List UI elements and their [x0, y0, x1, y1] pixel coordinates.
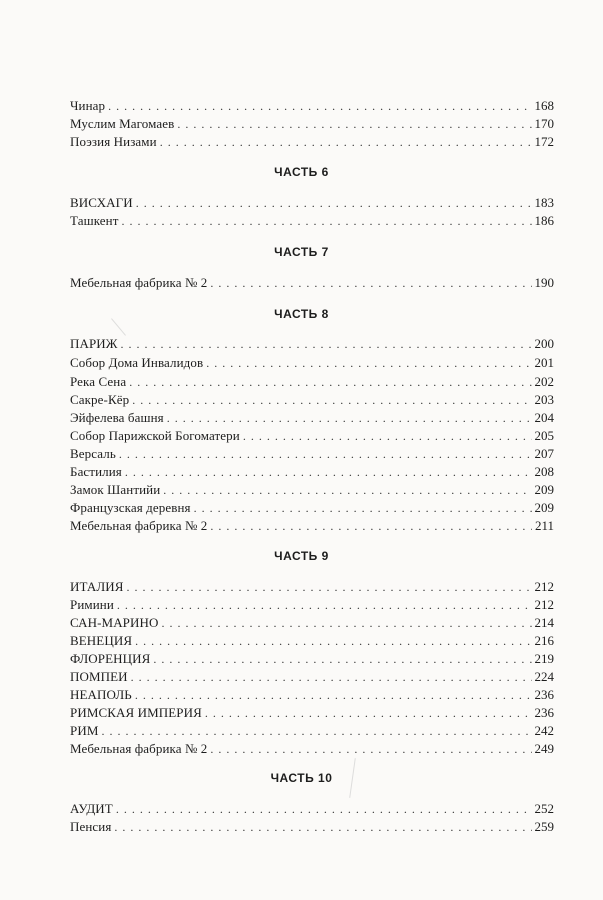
part-heading: ЧАСТЬ 7 [274, 245, 329, 259]
toc-entry-title: Река Сена [70, 374, 127, 389]
toc-entry-title: ИТАЛИЯ [70, 579, 124, 594]
toc-entry-title: САН-МАРИНО [70, 615, 159, 630]
toc-entry-page: 172 [534, 134, 554, 149]
toc-entry [70, 409, 554, 427]
toc-entry-page: 205 [534, 428, 554, 443]
toc-leader-dots [131, 668, 532, 686]
toc-entry-title: Эйфелева башня [70, 410, 164, 425]
toc-entry-page: 183 [534, 195, 554, 210]
toc-entry-title: Собор Парижской Богоматери [70, 428, 240, 443]
toc-entry-page: 168 [534, 98, 554, 113]
toc-entry-title: Чинар [70, 98, 106, 113]
toc-entry-page: 208 [534, 464, 554, 479]
toc-entry-page: 219 [534, 651, 554, 666]
part-heading: ЧАСТЬ 6 [274, 165, 329, 179]
toc-leader-dots [122, 212, 532, 230]
toc-entry-title: Муслим Магомаев [70, 116, 175, 131]
toc-entry-page: 236 [534, 687, 554, 702]
toc-entry-page: 209 [534, 482, 554, 497]
toc-entry [70, 740, 554, 758]
toc-leader-dots [119, 445, 532, 463]
toc-leader-dots [210, 517, 532, 535]
toc-entry [70, 463, 554, 481]
toc-entry [70, 650, 554, 668]
toc-leader-dots [206, 354, 531, 372]
toc-leader-dots [160, 133, 532, 151]
toc-entry-page: 212 [534, 579, 554, 594]
toc-entry [70, 427, 554, 445]
toc-entry-title: Мебельная фабрика № 2 [70, 518, 208, 533]
toc-leader-dots [194, 499, 532, 517]
toc-entry-title: Ташкент [70, 213, 119, 228]
toc-leader-dots [163, 481, 531, 499]
toc-entry-title: Сакре-Кёр [70, 392, 130, 407]
toc-entry-title: ВИСХАГИ [70, 195, 133, 210]
toc-leader-dots [177, 115, 531, 133]
part-heading: ЧАСТЬ 8 [274, 307, 329, 321]
toc-entry-page: 201 [534, 355, 554, 370]
toc-leader-dots [101, 722, 531, 740]
toc-entry [70, 194, 554, 212]
toc-leader-dots [161, 614, 531, 632]
toc-entry-title: РИМСКАЯ ИМПЕРИЯ [70, 705, 202, 720]
toc-entry-title: Французская деревня [70, 500, 191, 515]
toc-leader-dots [167, 409, 532, 427]
toc-entry-page: 211 [534, 518, 554, 533]
toc-leader-dots [135, 686, 532, 704]
toc-entry-title: ВЕНЕЦИЯ [70, 633, 133, 648]
toc-leader-dots [135, 632, 531, 650]
toc-entry [70, 517, 554, 535]
toc-entry-title: РИМ [70, 723, 99, 738]
toc-leader-dots [116, 800, 532, 818]
toc-entry-page: 242 [534, 723, 554, 738]
toc-entry [70, 800, 554, 818]
toc-leader-dots [210, 274, 531, 292]
toc-entry-title: НЕАПОЛЬ [70, 687, 132, 702]
toc-entry-page: 249 [534, 741, 554, 756]
toc-entry [70, 335, 554, 353]
toc-entry [70, 445, 554, 463]
toc-entry [70, 499, 554, 517]
toc-entry-page: 204 [534, 410, 554, 425]
toc-entry-page: 252 [534, 801, 554, 816]
toc-leader-dots [114, 818, 531, 836]
part-heading: ЧАСТЬ 10 [270, 771, 333, 785]
toc-entry-title: ПАРИЖ [70, 336, 118, 351]
toc-entry [70, 481, 554, 499]
toc-leader-dots [243, 427, 532, 445]
toc-entry-page: 186 [534, 213, 554, 228]
toc-entry-title: Римини [70, 597, 114, 612]
toc-entry [70, 354, 554, 372]
toc-entry-page: 190 [534, 275, 554, 290]
toc-entry-page: 236 [534, 705, 554, 720]
toc-leader-dots [153, 650, 531, 668]
toc-entry [70, 133, 554, 151]
toc-entry-page: 170 [534, 116, 554, 131]
toc-entry [70, 686, 554, 704]
toc-entry-title: ФЛОРЕНЦИЯ [70, 651, 151, 666]
toc-entry-title: Поэзия Низами [70, 134, 157, 149]
toc-entry-title: Мебельная фабрика № 2 [70, 741, 208, 756]
toc-entry [70, 274, 554, 292]
toc-entry-title: ПОМПЕИ [70, 669, 128, 684]
toc-entry [70, 391, 554, 409]
toc-entry-page: 202 [534, 374, 554, 389]
toc-entry [70, 596, 554, 614]
toc-entry-title: Версаль [70, 446, 116, 461]
toc-leader-dots [125, 463, 532, 481]
toc-leader-dots [108, 97, 531, 115]
toc-entry-page: 200 [534, 336, 554, 351]
toc-entry [70, 115, 554, 133]
toc-entry [70, 818, 554, 836]
toc-entry [70, 373, 554, 391]
toc-entry [70, 212, 554, 230]
toc-entry-page: 259 [534, 819, 554, 834]
toc-entry-title: Мебельная фабрика № 2 [70, 275, 208, 290]
toc-entry [70, 722, 554, 740]
toc-entry-title: Замок Шантийи [70, 482, 161, 497]
toc-leader-dots [205, 704, 532, 722]
toc-entry-page: 207 [534, 446, 554, 461]
toc-entry-page: 216 [534, 633, 554, 648]
toc-leader-dots [127, 578, 532, 596]
toc-entry-title: Пенсия [70, 819, 112, 834]
toc-entry-page: 224 [534, 669, 554, 684]
toc-entry [70, 704, 554, 722]
toc-entry [70, 668, 554, 686]
toc-leader-dots [132, 391, 531, 409]
toc-entry-page: 214 [534, 615, 554, 630]
toc-leader-dots [210, 740, 531, 758]
toc-entry [70, 632, 554, 650]
toc-entry-page: 209 [534, 500, 554, 515]
toc-entry [70, 614, 554, 632]
toc-entry [70, 97, 554, 115]
toc-entry [70, 578, 554, 596]
toc-leader-dots [121, 335, 532, 353]
toc-entry-page: 203 [534, 392, 554, 407]
toc-leader-dots [117, 596, 532, 614]
toc-entry-title: АУДИТ [70, 801, 113, 816]
toc-entry-title: Собор Дома Инвалидов [70, 355, 204, 370]
toc-leader-dots [136, 194, 532, 212]
toc-entry-page: 212 [534, 597, 554, 612]
part-heading: ЧАСТЬ 9 [274, 549, 329, 563]
toc-entry-title: Бастилия [70, 464, 122, 479]
toc-leader-dots [129, 373, 531, 391]
